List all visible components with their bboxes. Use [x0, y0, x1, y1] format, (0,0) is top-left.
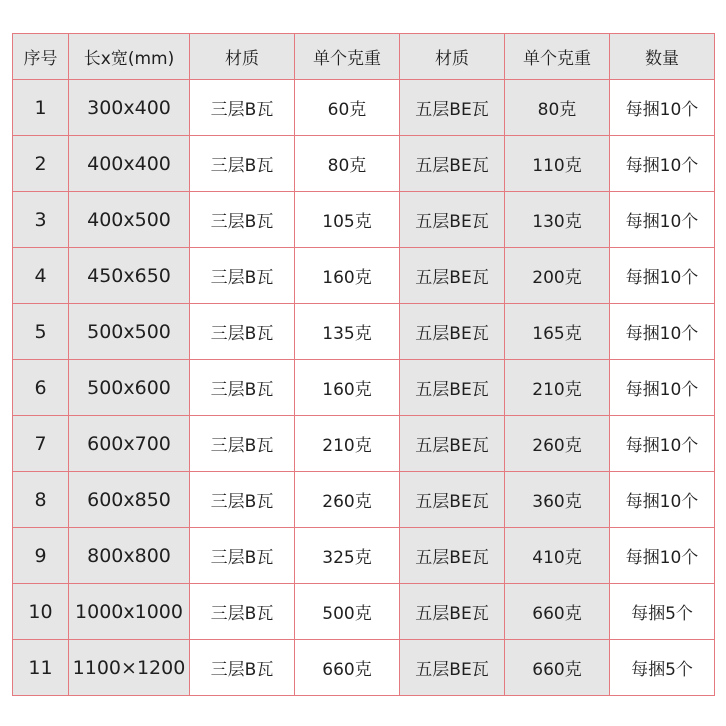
- cell-weight-3ply: 135克: [295, 304, 400, 360]
- cell-quantity: 每捆10个: [610, 360, 715, 416]
- cell-index: 10: [13, 584, 69, 640]
- cell-weight-5ply: 110克: [505, 136, 610, 192]
- cell-index: 5: [13, 304, 69, 360]
- cell-weight-3ply: 160克: [295, 360, 400, 416]
- cell-size: 400x400: [69, 136, 190, 192]
- cell-weight-5ply: 165克: [505, 304, 610, 360]
- cell-quantity: 每捆10个: [610, 192, 715, 248]
- cell-size: 1000x1000: [69, 584, 190, 640]
- cell-weight-5ply: 200克: [505, 248, 610, 304]
- table-header: [13, 34, 715, 80]
- table-row: [13, 192, 715, 248]
- cell-material-3ply: 三层B瓦: [190, 640, 295, 696]
- spec-table: [12, 33, 715, 696]
- table-row: [13, 640, 715, 696]
- cell-weight-3ply: 260克: [295, 472, 400, 528]
- cell-material-5ply: 五层BE瓦: [400, 416, 505, 472]
- cell-size: 500x600: [69, 360, 190, 416]
- cell-material-5ply: 五层BE瓦: [400, 248, 505, 304]
- cell-material-5ply: 五层BE瓦: [400, 304, 505, 360]
- cell-quantity: 每捆5个: [610, 640, 715, 696]
- cell-size: 500x500: [69, 304, 190, 360]
- cell-size: 600x850: [69, 472, 190, 528]
- cell-weight-5ply: 260克: [505, 416, 610, 472]
- cell-index: 9: [13, 528, 69, 584]
- cell-material-3ply: 三层B瓦: [190, 304, 295, 360]
- cell-weight-3ply: 60克: [295, 80, 400, 136]
- cell-material-3ply: 三层B瓦: [190, 528, 295, 584]
- table-row: [13, 136, 715, 192]
- cell-material-5ply: 五层BE瓦: [400, 136, 505, 192]
- table-row: [13, 584, 715, 640]
- cell-material-5ply: 五层BE瓦: [400, 192, 505, 248]
- cell-material-3ply: 三层B瓦: [190, 80, 295, 136]
- cell-size: 400x500: [69, 192, 190, 248]
- cell-index: 4: [13, 248, 69, 304]
- cell-material-3ply: 三层B瓦: [190, 248, 295, 304]
- cell-material-5ply: 五层BE瓦: [400, 584, 505, 640]
- cell-material-3ply: 三层B瓦: [190, 360, 295, 416]
- cell-weight-3ply: 500克: [295, 584, 400, 640]
- table-row: [13, 416, 715, 472]
- cell-weight-3ply: 80克: [295, 136, 400, 192]
- cell-size: 450x650: [69, 248, 190, 304]
- cell-size: 800x800: [69, 528, 190, 584]
- cell-material-3ply: 三层B瓦: [190, 136, 295, 192]
- cell-material-5ply: 五层BE瓦: [400, 640, 505, 696]
- cell-material-3ply: 三层B瓦: [190, 416, 295, 472]
- cell-weight-5ply: 360克: [505, 472, 610, 528]
- cell-size: 300x400: [69, 80, 190, 136]
- cell-quantity: 每捆10个: [610, 304, 715, 360]
- cell-weight-5ply: 210克: [505, 360, 610, 416]
- table-row: [13, 528, 715, 584]
- table-row: [13, 360, 715, 416]
- cell-weight-3ply: 160克: [295, 248, 400, 304]
- cell-size: 600x700: [69, 416, 190, 472]
- cell-quantity: 每捆10个: [610, 528, 715, 584]
- table-row: [13, 80, 715, 136]
- cell-index: 1: [13, 80, 69, 136]
- cell-material-3ply: 三层B瓦: [190, 192, 295, 248]
- cell-size: 1100×1200: [69, 640, 190, 696]
- cell-index: 2: [13, 136, 69, 192]
- table-row: [13, 248, 715, 304]
- header-index: 序号: [13, 34, 69, 80]
- header-material-3ply: 材质: [190, 34, 295, 80]
- cell-weight-5ply: 130克: [505, 192, 610, 248]
- cell-weight-3ply: 210克: [295, 416, 400, 472]
- table-row: [13, 472, 715, 528]
- cell-quantity: 每捆10个: [610, 416, 715, 472]
- cell-index: 11: [13, 640, 69, 696]
- cell-weight-5ply: 660克: [505, 584, 610, 640]
- header-size: 长x宽(mm): [69, 34, 190, 80]
- cell-quantity: 每捆10个: [610, 248, 715, 304]
- cell-material-5ply: 五层BE瓦: [400, 528, 505, 584]
- cell-weight-3ply: 325克: [295, 528, 400, 584]
- header-row: [13, 34, 715, 80]
- cell-material-3ply: 三层B瓦: [190, 584, 295, 640]
- cell-weight-5ply: 80克: [505, 80, 610, 136]
- cell-quantity: 每捆5个: [610, 584, 715, 640]
- table-row: [13, 304, 715, 360]
- cell-quantity: 每捆10个: [610, 472, 715, 528]
- cell-material-5ply: 五层BE瓦: [400, 360, 505, 416]
- cell-weight-5ply: 410克: [505, 528, 610, 584]
- header-weight-5ply: 单个克重: [505, 34, 610, 80]
- cell-quantity: 每捆10个: [610, 80, 715, 136]
- table-body: [13, 80, 715, 696]
- cell-index: 6: [13, 360, 69, 416]
- cell-weight-3ply: 105克: [295, 192, 400, 248]
- cell-index: 3: [13, 192, 69, 248]
- cell-weight-3ply: 660克: [295, 640, 400, 696]
- cell-material-5ply: 五层BE瓦: [400, 472, 505, 528]
- header-weight-3ply: 单个克重: [295, 34, 400, 80]
- cell-weight-5ply: 660克: [505, 640, 610, 696]
- cell-material-5ply: 五层BE瓦: [400, 80, 505, 136]
- cell-material-3ply: 三层B瓦: [190, 472, 295, 528]
- cell-index: 7: [13, 416, 69, 472]
- cell-index: 8: [13, 472, 69, 528]
- cell-quantity: 每捆10个: [610, 136, 715, 192]
- header-quantity: 数量: [610, 34, 715, 80]
- header-material-5ply: 材质: [400, 34, 505, 80]
